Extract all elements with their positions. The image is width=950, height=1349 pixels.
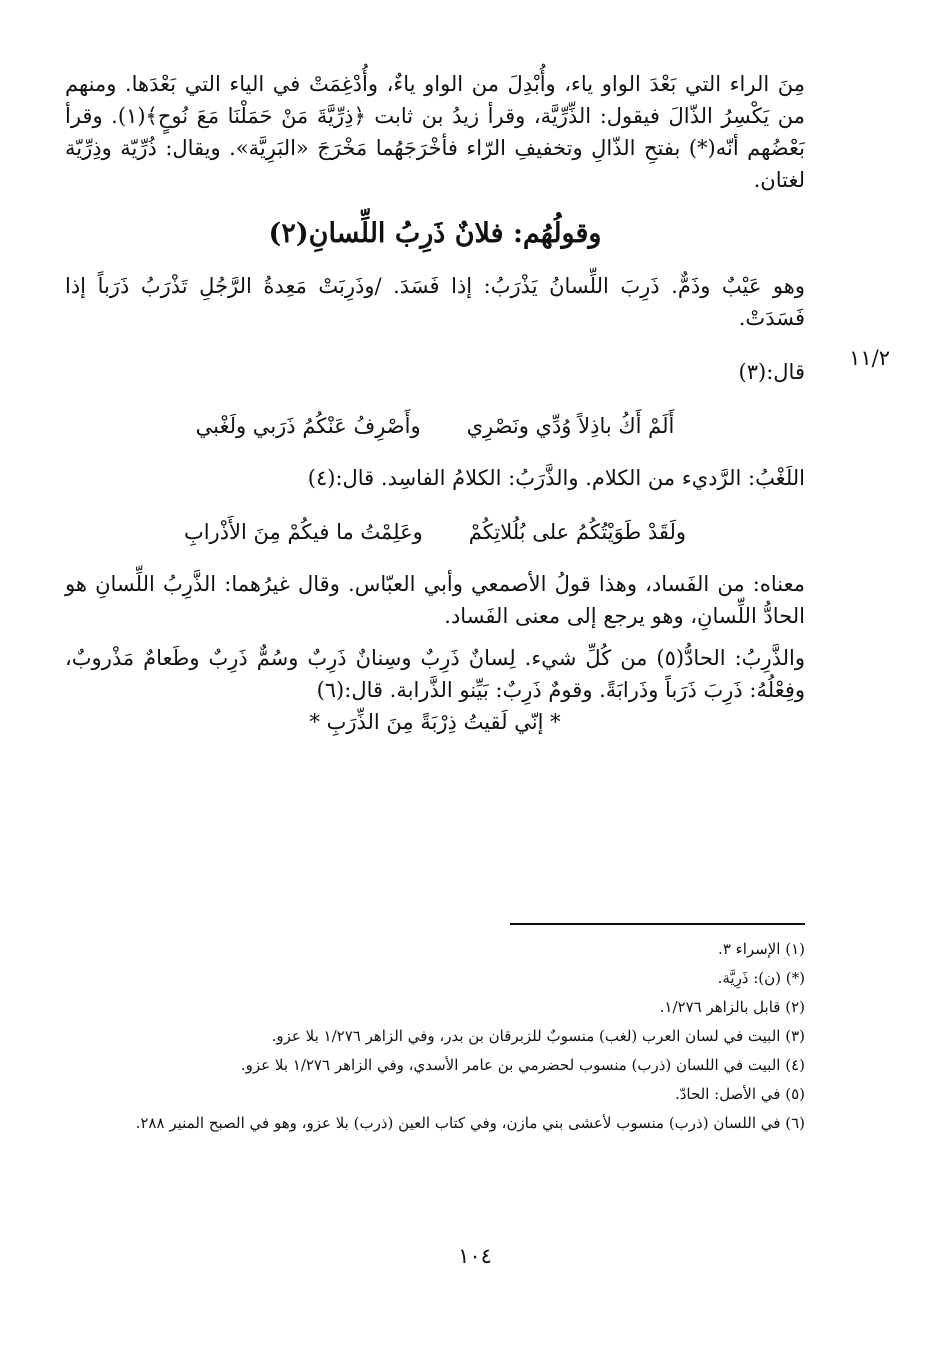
- verse-2: [65, 516, 805, 548]
- section-heading: وقولُهُم: فلانٌ ذَرِبُ اللِّسانِ(٢): [268, 218, 602, 249]
- paragraph-fasad: معناه: من الفَساد، وهذا قولُ الأصمعي وأبي العبّاس. وقال غيرُهما: الذَّرِبُ اللِّسانِ هو الحادُّ اللِّسانِ، وهو يرجع إلى معنى الفَساد.: [65, 572, 805, 628]
- footnote-3: (٣) البيت في لسان العرب (لغب) منسوبٌ للزبرقان بن بدر، وفي الزاهر ١/٢٧٦ بلا عزو.: [271, 1027, 805, 1045]
- paragraph-meaning: وهو عَيْبٌ وذَمٌّ. ذَرِبَ اللِّسانُ يَذْرَبُ: إذا فَسَدَ. /وذَرِبَتْ مَعِدةُ الرَّجُلِ تَذْرَبُ ذَرَباً إذا فَسَدَتْ.: [65, 274, 805, 330]
- footnote-1: (١) الإسراء ٣.: [718, 940, 805, 958]
- footnote-separator: [510, 923, 805, 925]
- footnote-6: (٦) في اللسان (ذرب) منسوب لأعشى بني مازن، وفي كتاب العين (ذرب) بلا عزو، وهو في الصبح المنير ٢٨٨.: [135, 1114, 805, 1132]
- paragraph-laghb: اللَغْبُ: الرَّديء من الكلام. والذَّرَبُ: الكلامُ الفاسِد. قال:(٤): [307, 466, 805, 490]
- footnote-4: (٤) البيت في اللسان (ذرب) منسوب لحضرمي بن عامر الأسدي، وفي الزاهر ١/٢٧٦ بلا عزو.: [240, 1056, 805, 1074]
- footnote-star: (*) (ن): ذَرِيَّة.: [717, 969, 805, 987]
- verse-2-second-hemistich: وعَلِمْتُ ما فيكُمْ مِنَ الأَذْرابِ: [183, 520, 423, 544]
- footnote-2: (٢) قابل بالزاهر ١/٢٧٦.: [659, 998, 805, 1016]
- footnotes: [65, 938, 805, 1141]
- margin-reference: ١١/٢: [849, 346, 890, 370]
- verse-2-first-hemistich: ولَقَدْ طَوَيْتُكُمُ على بُلُلاتِكُمْ: [468, 520, 687, 544]
- verse-1: [65, 410, 805, 442]
- poem-intro-1: قال:(٣): [738, 360, 805, 384]
- verse-1-first-hemistich: أَلَمْ أَكُ باذِلاً وُدِّي ونَصْرِي: [466, 414, 675, 438]
- verse-1-second-hemistich: وأَصْرِفُ عَنْكُمُ ذَرَبي ولَغْبي: [195, 414, 421, 438]
- footnote-5: (٥) في الأصل: الحادّ.: [674, 1085, 805, 1103]
- page-number: ١٠٤: [458, 1244, 492, 1268]
- paragraph-intro: مِنَ الراء التي بَعْدَ الواو ياء، وأُبْدِلَ من الواو ياءٌ، وأُدْغِمَتْ في الياء التي بَعْدَها. ومنهم من يَكْسِرُ الذّالَ فيقول: الذِّرِّيَّة، وقرأ زيدُ بن ثابت ﴿ذِرِّيَّةَ مَنْ حَمَلْنَا مَعَ نُوحٍ﴾(١). وقرأ بَعْضُهم أنّه(*) بفتحِ الذّالِ وتخفيفِ الرّاء فأخْرَجَهُما مَخْرَجَ «البَرِيَّة». ويقال: ذُرِّيّة وذِرِّيّة لغتان.: [65, 72, 805, 192]
- paragraph-hadd: والذَّرِبُ: الحادُّ(٥) من كُلِّ شيء. لِسانٌ ذَرِبٌ وسِنانٌ ذَرِبٌ وسُمٌّ ذَرِبٌ وطَعامٌ مَذْروبٌ، وفِعْلُهُ: ذَرِبَ ذَرَباً وذَرابَةً. وقومٌ ذَرِبٌ: بَيِّنو الذَّرابة. قال:(٦): [65, 646, 805, 702]
- half-verse: * إنّي لَقيتُ ذِرْبَةً مِنَ الذِّرَبِ *: [309, 710, 561, 734]
- main-text: [65, 68, 805, 738]
